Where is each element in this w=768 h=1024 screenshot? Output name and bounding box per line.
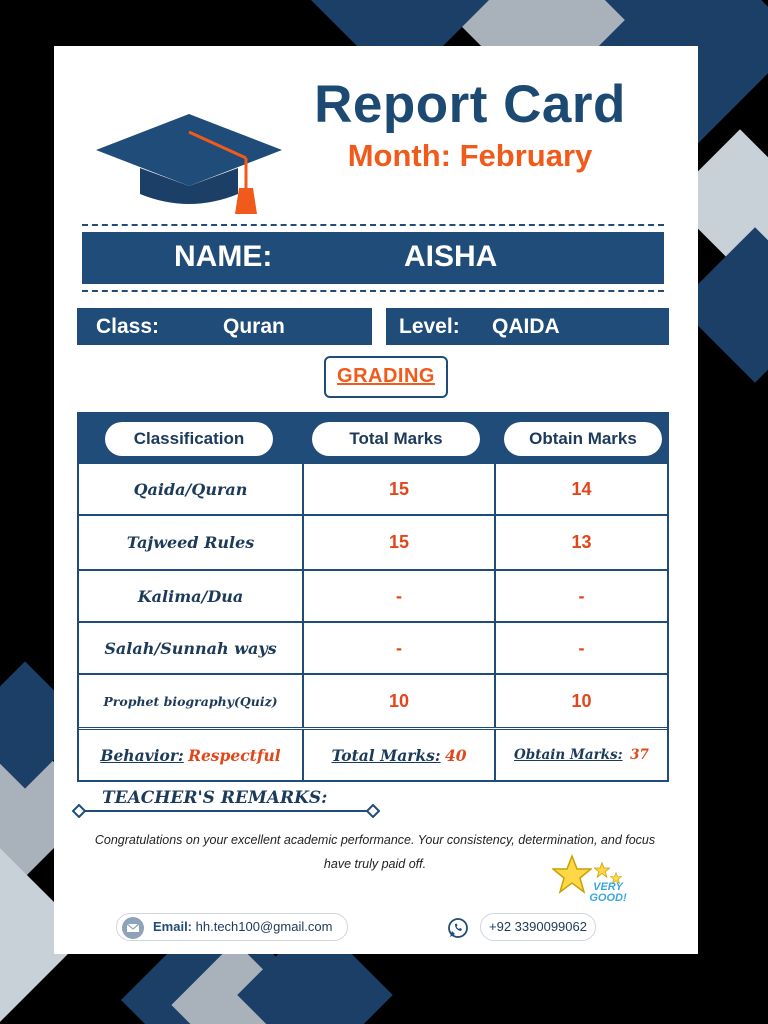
subject-cell: Qaida/Quran: [133, 479, 248, 499]
remarks-line-2: have truly paid off.: [323, 857, 427, 871]
class-label: Class:: [96, 315, 160, 338]
level-label: Level:: [399, 315, 460, 338]
total-marks-value: 40: [444, 745, 467, 765]
grading-badge: [320, 352, 452, 402]
table-header: [79, 414, 667, 464]
class-value: Quran: [223, 315, 285, 338]
obtain-cell: -: [578, 637, 585, 658]
sticker-text-2: GOOD!: [589, 892, 627, 904]
obtain-cell: 14: [571, 478, 592, 499]
obtain-cell: -: [578, 585, 585, 606]
phone-pill[interactable]: [480, 913, 596, 941]
subject-cell: Salah/Sunnah ways: [104, 638, 277, 658]
total-cell: -: [396, 637, 402, 658]
diamond-icon: [72, 804, 86, 818]
total-cell: 15: [388, 532, 410, 552]
level-box: [386, 308, 669, 345]
table-row: [79, 464, 667, 516]
subject-cell: Tajweed Rules: [126, 533, 255, 552]
grades-table: [77, 412, 669, 782]
dashed-border: [82, 224, 664, 226]
subject-cell: Prophet biography(Quiz): [103, 693, 278, 709]
obtain-cell: 13: [571, 532, 592, 552]
remarks-line-1: Congratulations on your excellent academic performance. Your consistency, determination, and focus: [94, 833, 656, 847]
table-row: [79, 623, 667, 675]
phone-number[interactable]: +92 3390099062: [489, 919, 587, 934]
remarks-underline: [78, 810, 374, 812]
sticker-text-1: VERY: [593, 881, 623, 893]
total-marks-label: Total Marks:: [331, 745, 441, 765]
dashed-border: [82, 290, 664, 292]
month-subtitle: Month: February: [347, 138, 593, 173]
obtain-marks-value: 37: [630, 747, 649, 763]
total-cell: 15: [388, 478, 410, 499]
obtain-marks-label: Obtain Marks:: [514, 747, 623, 763]
behavior-value: Respectful: [188, 745, 281, 765]
email-address[interactable]: hh.tech100@gmail.com: [195, 919, 333, 934]
page-title: Report Card: [314, 75, 626, 134]
report-card: [54, 46, 698, 954]
level-value: QAIDA: [492, 315, 560, 338]
table-row: [79, 571, 667, 623]
envelope-icon: [121, 916, 145, 940]
table-row: [79, 675, 667, 730]
grading-label: GRADING: [337, 365, 435, 387]
subject-cell: Kalima/Dua: [137, 586, 244, 606]
header-classification: Classification: [105, 422, 273, 456]
graduation-cap-icon: [94, 110, 284, 220]
obtain-cell: 10: [571, 690, 592, 711]
name-bar: [82, 232, 664, 284]
whatsapp-icon: [446, 916, 470, 940]
total-cell: 10: [388, 690, 410, 711]
behavior-label: Behavior:: [100, 745, 184, 765]
diamond-icon: [366, 804, 380, 818]
student-name: AISHA: [404, 240, 498, 273]
class-box: [77, 308, 372, 345]
total-cell: -: [396, 585, 402, 606]
email-pill[interactable]: [116, 913, 348, 941]
header-obtain-marks: Obtain Marks: [504, 422, 662, 456]
star-icon: [594, 862, 610, 878]
table-row: [79, 516, 667, 571]
header-total-marks: Total Marks: [312, 422, 480, 456]
table-footer: [79, 730, 667, 780]
remarks-title: TEACHER'S REMARKS:: [102, 788, 328, 808]
name-label: NAME:: [174, 240, 273, 273]
email-label: Email:: [153, 919, 193, 934]
very-good-sticker: [552, 854, 638, 916]
